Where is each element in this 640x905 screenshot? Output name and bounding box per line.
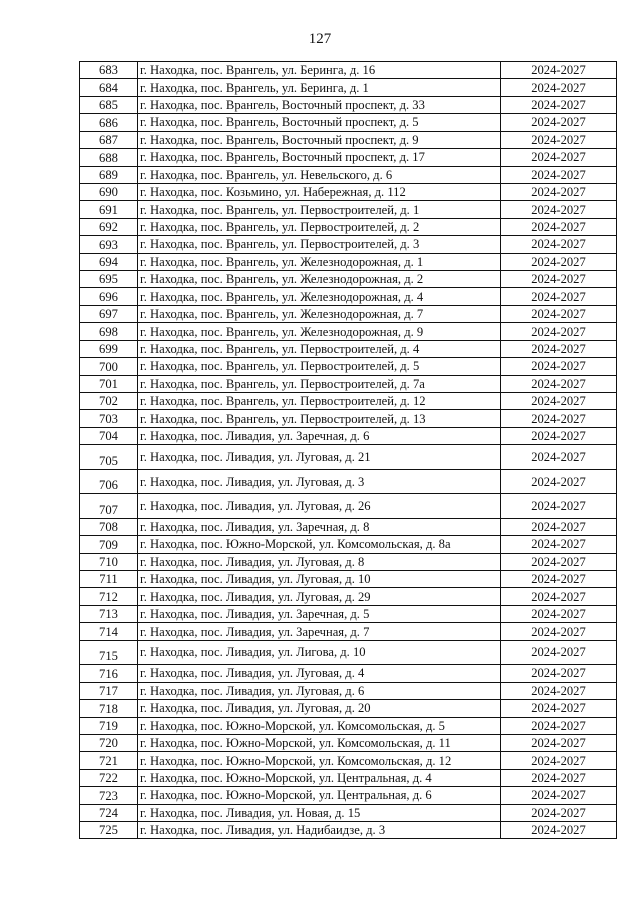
- period-cell: 2024-2027: [501, 323, 617, 340]
- period-cell: 2024-2027: [501, 682, 617, 699]
- row-number: 723: [80, 787, 138, 804]
- row-number: 687: [80, 131, 138, 148]
- address-cell: г. Находка, пос. Врангель, ул. Беринга, д. 1: [138, 79, 501, 96]
- row-number: 693: [80, 236, 138, 253]
- table-row: [80, 271, 617, 288]
- period-cell: 2024-2027: [501, 358, 617, 375]
- table-row: [80, 131, 617, 148]
- period-cell: 2024-2027: [501, 131, 617, 148]
- period-cell: 2024-2027: [501, 700, 617, 717]
- row-number: 697: [80, 305, 138, 322]
- row-number: 725: [80, 822, 138, 839]
- period-cell: 2024-2027: [501, 445, 617, 470]
- period-cell: 2024-2027: [501, 717, 617, 734]
- address-cell: г. Находка, пос. Ливадия, ул. Надибаидзе, д. 3: [138, 822, 501, 839]
- row-number: 724: [80, 804, 138, 821]
- address-cell: г. Находка, пос. Ливадия, ул. Луговая, д. 29: [138, 588, 501, 605]
- row-number: 695: [80, 271, 138, 288]
- row-number: 691: [80, 201, 138, 218]
- address-cell: г. Находка, пос. Врангель, ул. Железнодорожная, д. 9: [138, 323, 501, 340]
- period-cell: 2024-2027: [501, 218, 617, 235]
- table-row: [80, 804, 617, 821]
- table-row: [80, 62, 617, 79]
- address-cell: г. Находка, пос. Южно-Морской, ул. Центральная, д. 6: [138, 787, 501, 804]
- period-cell: 2024-2027: [501, 752, 617, 769]
- table-row: [80, 787, 617, 804]
- address-cell: г. Находка, пос. Ливадия, ул. Заречная, д. 7: [138, 623, 501, 640]
- address-cell: г. Находка, пос. Врангель, ул. Железнодорожная, д. 1: [138, 253, 501, 270]
- table-row: [80, 717, 617, 734]
- period-cell: 2024-2027: [501, 605, 617, 622]
- period-cell: 2024-2027: [501, 427, 617, 444]
- table-row: [80, 375, 617, 392]
- address-cell: г. Находка, пос. Врангель, ул. Первостроителей, д. 12: [138, 393, 501, 410]
- table-row: [80, 323, 617, 340]
- table-row: [80, 494, 617, 519]
- row-number: 718: [80, 700, 138, 717]
- table-row: [80, 427, 617, 444]
- period-cell: 2024-2027: [501, 623, 617, 640]
- row-number: 714: [80, 623, 138, 640]
- row-number: 719: [80, 717, 138, 734]
- table-row: [80, 393, 617, 410]
- table-row: [80, 305, 617, 322]
- period-cell: 2024-2027: [501, 96, 617, 113]
- table-row: [80, 114, 617, 131]
- address-cell: г. Находка, пос. Врангель, Восточный проспект, д. 17: [138, 149, 501, 166]
- address-cell: г. Находка, пос. Ливадия, ул. Луговая, д. 8: [138, 553, 501, 570]
- period-cell: 2024-2027: [501, 640, 617, 665]
- period-cell: 2024-2027: [501, 822, 617, 839]
- row-number: 700: [80, 358, 138, 375]
- row-number: 696: [80, 288, 138, 305]
- period-cell: 2024-2027: [501, 62, 617, 79]
- address-cell: г. Находка, пос. Врангель, ул. Первостроителей, д. 2: [138, 218, 501, 235]
- period-cell: 2024-2027: [501, 665, 617, 682]
- address-cell: г. Находка, пос. Ливадия, ул. Луговая, д. 10: [138, 571, 501, 588]
- row-number: 713: [80, 605, 138, 622]
- row-number: 684: [80, 79, 138, 96]
- row-number: 688: [80, 149, 138, 166]
- period-cell: 2024-2027: [501, 201, 617, 218]
- row-number: 717: [80, 682, 138, 699]
- row-number: 716: [80, 665, 138, 682]
- period-cell: 2024-2027: [501, 410, 617, 427]
- table-row: [80, 183, 617, 200]
- row-number: 686: [80, 114, 138, 131]
- row-number: 706: [80, 469, 138, 494]
- address-cell: г. Находка, пос. Врангель, ул. Первостроителей, д. 5: [138, 358, 501, 375]
- period-cell: 2024-2027: [501, 340, 617, 357]
- address-cell: г. Находка, пос. Врангель, Восточный проспект, д. 5: [138, 114, 501, 131]
- period-cell: 2024-2027: [501, 536, 617, 553]
- table-row: [80, 79, 617, 96]
- address-cell: г. Находка, пос. Ливадия, ул. Луговая, д. 21: [138, 445, 501, 470]
- period-cell: 2024-2027: [501, 787, 617, 804]
- address-cell: г. Находка, пос. Южно-Морской, ул. Центральная, д. 4: [138, 769, 501, 786]
- row-number: 685: [80, 96, 138, 113]
- table-row: [80, 340, 617, 357]
- address-cell: г. Находка, пос. Южно-Морской, ул. Комсомольская, д. 5: [138, 717, 501, 734]
- table-row: [80, 665, 617, 682]
- table-row: [80, 518, 617, 535]
- row-number: 722: [80, 769, 138, 786]
- address-cell: г. Находка, пос. Врангель, ул. Первостроителей, д. 7а: [138, 375, 501, 392]
- address-cell: г. Находка, пос. Южно-Морской, ул. Комсомольская, д. 11: [138, 734, 501, 751]
- address-cell: г. Находка, пос. Врангель, ул. Железнодорожная, д. 4: [138, 288, 501, 305]
- row-number: 704: [80, 427, 138, 444]
- row-number: 708: [80, 518, 138, 535]
- address-cell: г. Находка, пос. Южно-Морской, ул. Комсомольская, д. 8а: [138, 536, 501, 553]
- row-number: 703: [80, 410, 138, 427]
- table-row: [80, 445, 617, 470]
- row-number: 720: [80, 734, 138, 751]
- address-cell: г. Находка, пос. Врангель, ул. Первостроителей, д. 4: [138, 340, 501, 357]
- period-cell: 2024-2027: [501, 236, 617, 253]
- address-table-body: [80, 62, 617, 839]
- period-cell: 2024-2027: [501, 166, 617, 183]
- table-row: [80, 571, 617, 588]
- table-row: [80, 358, 617, 375]
- row-number: 699: [80, 340, 138, 357]
- address-cell: г. Находка, пос. Ливадия, ул. Заречная, д. 5: [138, 605, 501, 622]
- row-number: 709: [80, 536, 138, 553]
- table-row: [80, 623, 617, 640]
- table-row: [80, 682, 617, 699]
- period-cell: 2024-2027: [501, 253, 617, 270]
- table-row: [80, 605, 617, 622]
- period-cell: 2024-2027: [501, 271, 617, 288]
- row-number: 690: [80, 183, 138, 200]
- page-number: 127: [308, 31, 332, 47]
- table-row: [80, 700, 617, 717]
- period-cell: 2024-2027: [501, 183, 617, 200]
- period-cell: 2024-2027: [501, 494, 617, 519]
- row-number: 694: [80, 253, 138, 270]
- table-row: [80, 201, 617, 218]
- table-row: [80, 822, 617, 839]
- address-cell: г. Находка, пос. Ливадия, ул. Луговая, д. 6: [138, 682, 501, 699]
- table-row: [80, 588, 617, 605]
- address-cell: г. Находка, пос. Ливадия, ул. Луговая, д. 20: [138, 700, 501, 717]
- period-cell: 2024-2027: [501, 804, 617, 821]
- address-cell: г. Находка, пос. Козьмино, ул. Набережная, д. 112: [138, 183, 501, 200]
- address-cell: г. Находка, пос. Ливадия, ул. Заречная, д. 8: [138, 518, 501, 535]
- table-row: [80, 553, 617, 570]
- period-cell: 2024-2027: [501, 518, 617, 535]
- row-number: 698: [80, 323, 138, 340]
- table-row: [80, 734, 617, 751]
- address-cell: г. Находка, пос. Врангель, ул. Железнодорожная, д. 2: [138, 271, 501, 288]
- row-number: 721: [80, 752, 138, 769]
- table-row: [80, 236, 617, 253]
- table-row: [80, 218, 617, 235]
- table-row: [80, 640, 617, 665]
- period-cell: 2024-2027: [501, 588, 617, 605]
- address-cell: г. Находка, пос. Врангель, ул. Железнодорожная, д. 7: [138, 305, 501, 322]
- address-cell: г. Находка, пос. Ливадия, ул. Заречная, д. 6: [138, 427, 501, 444]
- row-number: 689: [80, 166, 138, 183]
- address-cell: г. Находка, пос. Врангель, ул. Беринга, д. 16: [138, 62, 501, 79]
- table-row: [80, 149, 617, 166]
- table-row: [80, 166, 617, 183]
- row-number: 683: [80, 62, 138, 79]
- period-cell: 2024-2027: [501, 553, 617, 570]
- period-cell: 2024-2027: [501, 571, 617, 588]
- address-cell: г. Находка, пос. Ливадия, ул. Лигова, д. 10: [138, 640, 501, 665]
- table-row: [80, 536, 617, 553]
- row-number: 692: [80, 218, 138, 235]
- address-cell: г. Находка, пос. Врангель, ул. Первостроителей, д. 3: [138, 236, 501, 253]
- row-number: 702: [80, 393, 138, 410]
- address-cell: г. Находка, пос. Ливадия, ул. Луговая, д. 26: [138, 494, 501, 519]
- address-cell: г. Находка, пос. Южно-Морской, ул. Комсомольская, д. 12: [138, 752, 501, 769]
- row-number: 711: [80, 571, 138, 588]
- period-cell: 2024-2027: [501, 114, 617, 131]
- row-number: 715: [80, 640, 138, 665]
- period-cell: 2024-2027: [501, 375, 617, 392]
- table-row: [80, 96, 617, 113]
- period-cell: 2024-2027: [501, 769, 617, 786]
- period-cell: 2024-2027: [501, 149, 617, 166]
- address-cell: г. Находка, пос. Врангель, ул. Невельского, д. 6: [138, 166, 501, 183]
- row-number: 705: [80, 445, 138, 470]
- period-cell: 2024-2027: [501, 288, 617, 305]
- address-cell: г. Находка, пос. Ливадия, ул. Луговая, д. 3: [138, 469, 501, 494]
- table-row: [80, 769, 617, 786]
- table-row: [80, 288, 617, 305]
- table-row: [80, 253, 617, 270]
- address-table: [79, 61, 617, 839]
- row-number: 707: [80, 494, 138, 519]
- address-cell: г. Находка, пос. Ливадия, ул. Луговая, д. 4: [138, 665, 501, 682]
- period-cell: 2024-2027: [501, 469, 617, 494]
- address-cell: г. Находка, пос. Врангель, Восточный проспект, д. 9: [138, 131, 501, 148]
- table-row: [80, 752, 617, 769]
- period-cell: 2024-2027: [501, 305, 617, 322]
- period-cell: 2024-2027: [501, 734, 617, 751]
- row-number: 701: [80, 375, 138, 392]
- address-cell: г. Находка, пос. Врангель, ул. Первостроителей, д. 13: [138, 410, 501, 427]
- row-number: 712: [80, 588, 138, 605]
- address-cell: г. Находка, пос. Врангель, Восточный проспект, д. 33: [138, 96, 501, 113]
- address-cell: г. Находка, пос. Ливадия, ул. Новая, д. 15: [138, 804, 501, 821]
- period-cell: 2024-2027: [501, 79, 617, 96]
- table-row: [80, 410, 617, 427]
- address-cell: г. Находка, пос. Врангель, ул. Первостроителей, д. 1: [138, 201, 501, 218]
- period-cell: 2024-2027: [501, 393, 617, 410]
- row-number: 710: [80, 553, 138, 570]
- table-row: [80, 469, 617, 494]
